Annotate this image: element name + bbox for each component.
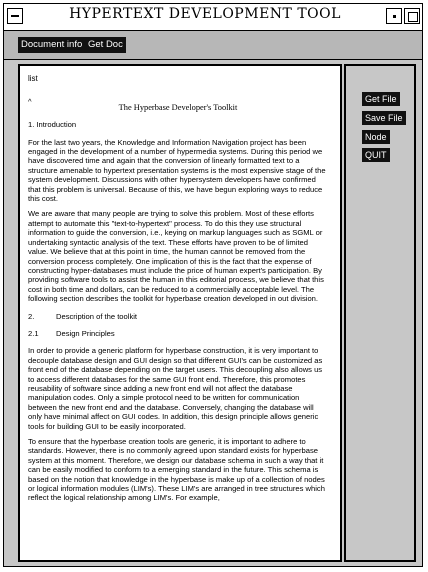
section-title: Description of the toolkit (56, 311, 138, 321)
title-bar (4, 4, 422, 31)
content-area (4, 60, 422, 566)
get-file-button[interactable]: Get File (362, 92, 400, 106)
app-window (3, 3, 423, 567)
section-number: 2.1 (28, 328, 39, 338)
document-title: The Hyperbase Developer's Toolkit (118, 102, 238, 112)
section-heading-introduction: 1. Introduction (28, 120, 77, 130)
window-title: HYPERTEXT DEVELOPMENT TOOL (69, 6, 341, 22)
window-menu-icon[interactable] (7, 8, 23, 24)
node-button[interactable]: Node (362, 130, 390, 144)
save-file-button[interactable]: Save File (362, 111, 406, 125)
paragraph: In order to provide a generic platform for hyperbase construction, it is very important to decouple database design and GUI design so that different GUI's can be customized as front end of the database depending on the target users. This decoupling also allows us to access different databases for the same GUI front end. Therefore, this promotes reusability of software since adding a new front end will not affect the database manipulation codes. Only a simple protocol need to be written for communication between the new front end and the database. Conversely, changing the database will only have minimal affect on GUI codes. In addition, this design principle allows generic tools for building GUI to be easily incorporated. (28, 346, 323, 431)
document-info-button[interactable]: Document info (18, 37, 85, 53)
section-heading-toolkit (28, 312, 328, 321)
document-view[interactable] (18, 64, 342, 562)
paragraph: To ensure that the hyperbase creation tools are generic, it is important to adhere to standards. However, there is no commonly agreed upon standard exists for hyperbase system at this moment. Therefore, we design our database schema in such a way that it can be easily modified to conform to a emerging standard in the future. This schema is based on the notion that knowledge in the hyperbase is make up of a collection of nodes or logical information modules (LIM's). These LIM's are arranged in tree structures which reflect the logical relationship among LIM's. For example, (28, 437, 325, 503)
toolbar (4, 31, 422, 60)
command-sidebar (344, 64, 416, 562)
quit-button[interactable]: QUIT (362, 148, 390, 162)
paragraph: We are aware that many people are trying to solve this problem. Most of these efforts attempt to automate this "text-to-hypertext" process. To do this they use structural information to guide the conversion, i.e., keying on markup languages such as SGML or undertaking syntactic analysis of the text. These efforts have proven to be of limited value. We believe that at this point in time, the human cannot be removed from the conversion process completely. One implication of this is the fact that the expense of constructing hyper-databases must include the price of human expert's participation. By providing software tools to assist the human in this editorial process, we believe that this cost in both time and dollars, can be reduced to a commercially acceptable level. The following section describes the toolkit for hyperbase creation developed in out division. (28, 209, 324, 304)
list-label: list (28, 74, 38, 83)
paragraph: For the last two years, the Knowledge and Information Navigation project has been engaged in the development of a number of hypermedia systems. During this period we have discovered time and again that the conversion of linearly formatted text to a structure amenable to hypertext presentation systems is the most expensive stage of the system development. Discussions with other hypersystem developers have confirmed that this problem is universal. Because of this, we have begun exploring ways to reduce this cost. (28, 137, 326, 204)
section-number: 2. (28, 311, 35, 321)
section-title: Design Principles (56, 328, 115, 338)
minimize-icon[interactable] (386, 8, 402, 24)
maximize-icon[interactable] (404, 8, 420, 24)
get-doc-button[interactable]: Get Doc (85, 37, 126, 53)
caret-marker: ^ (28, 97, 32, 107)
section-heading-design-principles (28, 329, 328, 338)
document-text (28, 74, 328, 509)
